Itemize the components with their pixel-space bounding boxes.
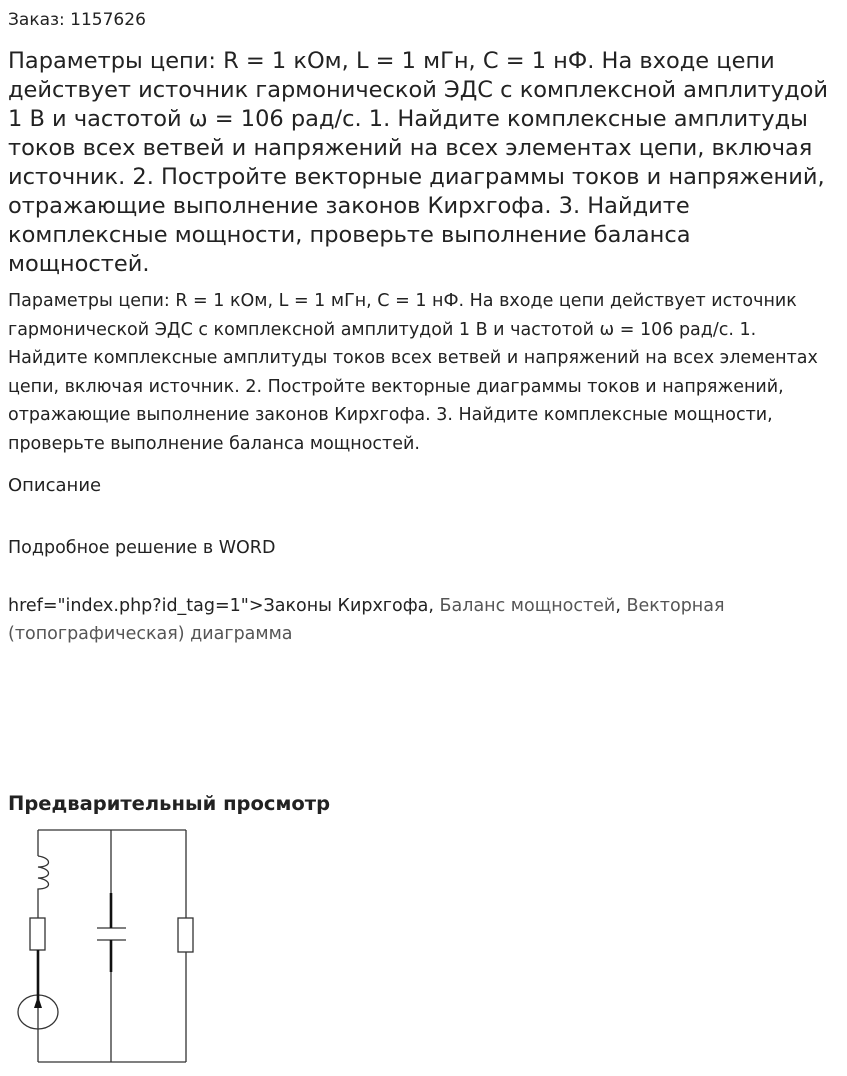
preview-title: Предварительный просмотр <box>8 792 331 815</box>
tag-list <box>8 592 838 648</box>
tag-separator: , <box>615 596 627 616</box>
circuit-preview-image <box>0 820 200 1070</box>
source-arrow-icon <box>34 996 42 1008</box>
page-title: Параметры цепи: R = 1 кОм, L = 1 мГн, C = 1 нФ. На входе цепи действует источник гармонической ЭДС с комплексной амплитудой 1 В и частотой ω = 106 рад/с. 1. Найдите комплексные амплитуды токов всех ветвей и напряжений на всех элементах цепи, включая источник. 2. Постройте векторные диаграммы токов и напряжений, отражающие выполнение законов Кирхгофа. 3. Найдите комплексные мощности, проверьте выполнение баланса мощностей. <box>8 48 829 277</box>
inductor-coil <box>38 856 49 918</box>
description-section-label: Описание <box>8 475 102 496</box>
resistor-left <box>30 918 45 950</box>
tag-separator: , <box>428 596 440 616</box>
resistor-right <box>178 918 193 952</box>
word-solution-note: Подробное решение в WORD <box>8 538 276 558</box>
tag-power-balance[interactable]: Баланс мощностей <box>439 596 616 616</box>
tag-vector-diagram[interactable]: Векторная (топографическая) диаграмма <box>8 596 725 644</box>
order-number: Заказ: 1157626 <box>8 10 146 30</box>
tag-kirchhoff-laws: href="index.php?id_tag=1">Законы Кирхгофа <box>8 596 429 616</box>
task-description: Параметры цепи: R = 1 кОм, L = 1 мГн, C = 1 нФ. На входе цепи действует источник гармонической ЭДС с комплексной амплитудой 1 В и частотой ω = 106 рад/с. 1. Найдите комплексные амплитуды токов всех ветвей и напряжений на всех элементах цепи, включая источник. 2. Постройте векторные диаграммы токов и напряжений, отражающие выполнение законов Кирхгофа. 3. Найдите комплексные мощности, проверьте выполнение баланса мощностей. <box>8 291 818 454</box>
